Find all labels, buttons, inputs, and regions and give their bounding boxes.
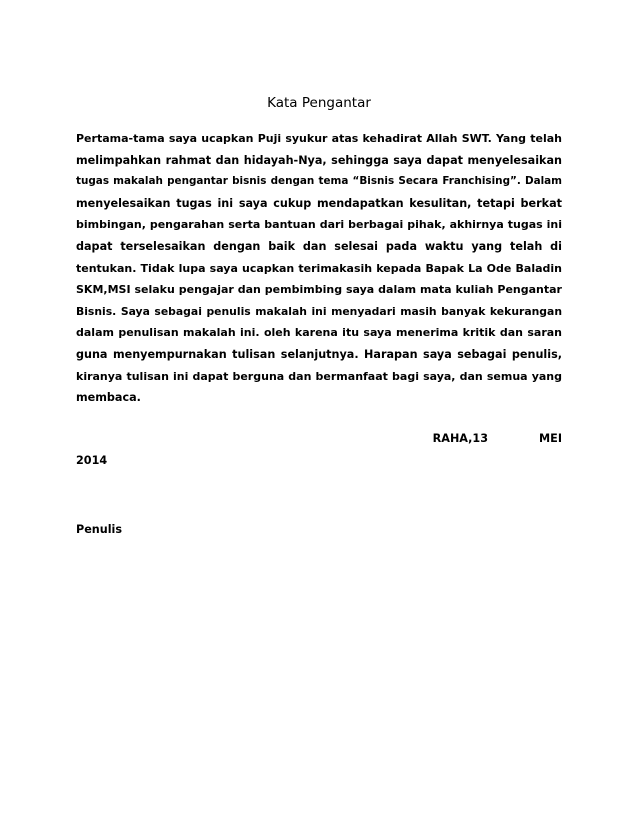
date-year: 2014 <box>76 454 108 467</box>
document-title: Kata Pengantar <box>267 95 371 111</box>
paragraph-line: tentukan. Tidak lupa saya ucapkan terimakasih kepada Bapak La Ode Baladin <box>76 261 562 275</box>
paragraph-line: guna menyempurnakan tulisan selanjutnya. Harapan saya sebagai penulis, <box>76 347 562 361</box>
paragraph-line: menyelesaikan tugas ini saya cukup mendapatkan kesulitan, tetapi berkat <box>76 196 562 210</box>
foreword-paragraph <box>76 128 562 409</box>
paragraph-line: dalam penulisan makalah ini. oleh karena itu saya menerima kritik dan saran <box>76 326 562 340</box>
paragraph-line: Pertama-tama saya ucapkan Puji syukur atas kehadirat Allah SWT. Yang telah <box>76 132 562 145</box>
author-signature: Penulis <box>76 523 123 536</box>
date-month: MEI <box>539 432 562 445</box>
paragraph-line: kiranya tulisan ini dapat berguna dan bermanfaat bagi saya, dan semua yang <box>76 369 562 383</box>
paragraph-line: melimpahkan rahmat dan hidayah-Nya, sehingga saya dapat menyelesaikan <box>76 153 562 167</box>
date-line <box>76 430 562 448</box>
paragraph-line: membaca. <box>76 391 141 405</box>
date-place-day: RAHA,13 <box>432 432 488 445</box>
paragraph-line: tugas makalah pengantar bisnis dengan tema “Bisnis Secara Franchising”. Dalam <box>76 175 562 188</box>
paragraph-line: Bisnis. Saya sebagai penulis makalah ini menyadari masih banyak kekurangan <box>76 304 562 318</box>
paragraph-line: SKM,MSI selaku pengajar dan pembimbing saya dalam mata kuliah Pengantar <box>76 283 562 297</box>
paragraph-line: bimbingan, pengarahan serta bantuan dari berbagai pihak, akhirnya tugas ini <box>76 218 562 232</box>
paragraph-line: dapat terselesaikan dengan baik dan selesai pada waktu yang telah di <box>76 239 562 253</box>
